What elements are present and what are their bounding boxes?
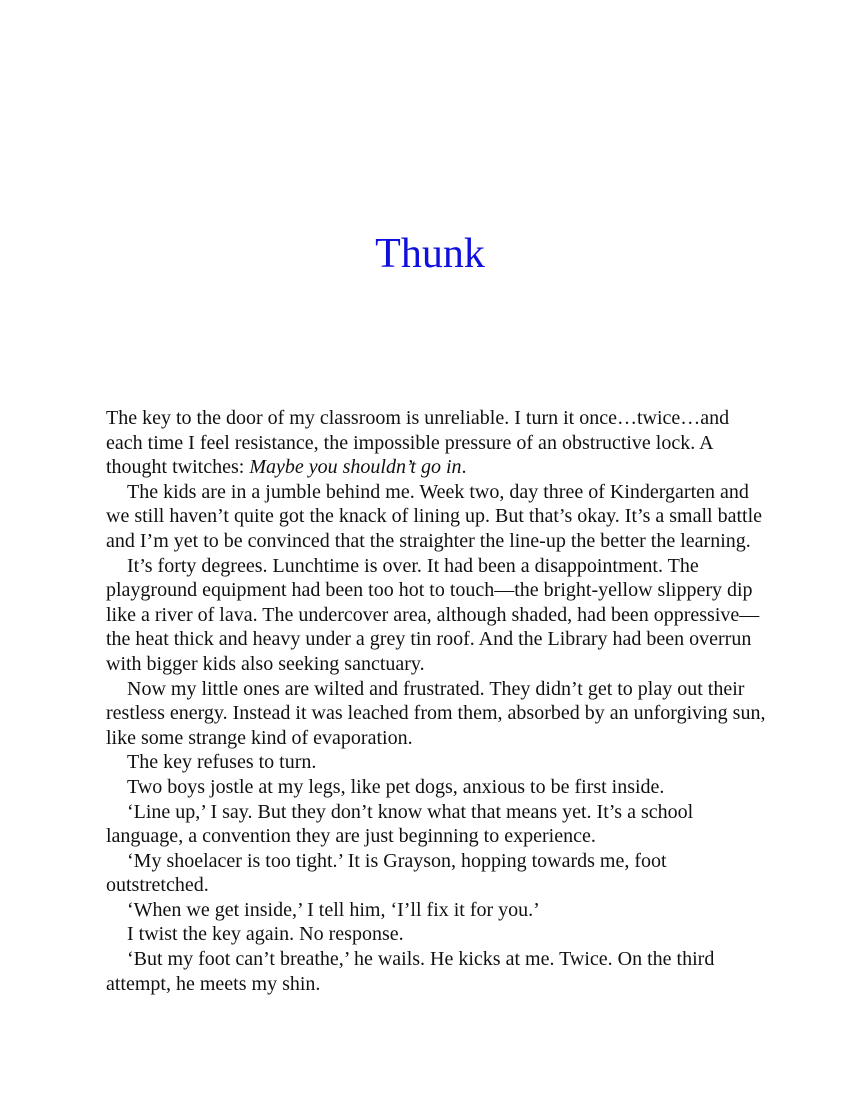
paragraph-10: I twist the key again. No response.	[127, 923, 404, 946]
paragraph-1-end: .	[461, 456, 467, 479]
paragraph-5: The key refuses to turn.	[127, 751, 317, 774]
paragraph-9: ‘When we get inside,’ I tell him, ‘I’ll fix it for you.’	[127, 898, 540, 921]
paragraph-1	[106, 406, 766, 480]
paragraph-4: Now my little ones are wilted and frustrated. They didn’t get to play out their restless energy. Instead it was leached from them, absorbed by an unforgiving sun, like some strange kind of evaporation.	[106, 677, 766, 749]
paragraph-7: ‘Line up,’ I say. But they don’t know what that means yet. It’s a school language, a convention they are just beginning to experience.	[106, 800, 694, 848]
chapter-title: Thunk	[375, 231, 485, 277]
paragraph-3: It’s forty degrees. Lunchtime is over. It had been a disappointment. The playground equipment had been too hot to touch—the bright-yellow slippery dip like a river of lava. The undercover area, although shaded, had been oppressive—the heat thick and heavy under a grey tin roof. And the Library had been overrun with bigger kids also seeking sanctuary.	[106, 554, 760, 675]
paragraph-6: Two boys jostle at my legs, like pet dogs, anxious to be first inside.	[127, 775, 665, 798]
paragraph-2: The kids are in a jumble behind me. Week two, day three of Kindergarten and we still haven’t quite got the knack of lining up. But that’s okay. It’s a small battle and I’m yet to be convinced that the straighter the line-up the better the learning.	[106, 480, 762, 552]
paragraph-1-italic-thought: Maybe you shouldn’t go in	[249, 456, 462, 479]
paragraph-11: ‘But my foot can’t breathe,’ he wails. He kicks at me. Twice. On the third attempt, he meets my shin.	[106, 948, 715, 995]
chapter-body	[106, 406, 766, 996]
paragraph-1-text: The key to the door of my classroom is unreliable. I turn it once…twice…and each time I feel resistance, the impossible pressure of an obstructive lock. A thought twitches:	[106, 407, 730, 479]
paragraph-8: ‘My shoelacer is too tight.’ It is Grayson, hopping towards me, foot outstretched.	[106, 849, 667, 897]
